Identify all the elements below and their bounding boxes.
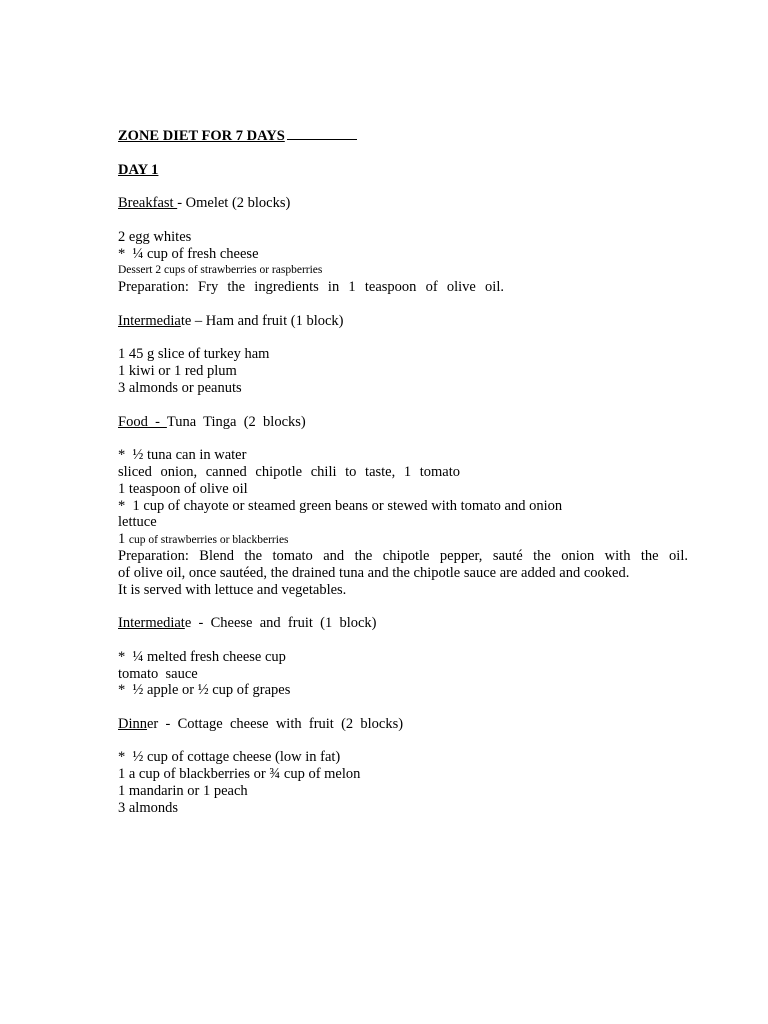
intermediate-1-label-text: Intermedia — [118, 312, 181, 329]
dinner-heading — [118, 716, 693, 733]
dinner-item: 3 almonds — [118, 799, 179, 816]
document-title — [118, 128, 693, 145]
spacer — [118, 296, 693, 313]
dinner-item: * ½ cup of cottage cheese (low in fat) — [118, 749, 341, 766]
food-item: * 1 cup of chayote or steamed green beans or stewed with tomato and onion — [118, 497, 563, 514]
spacer — [118, 632, 693, 649]
breakfast-preparation: Preparation: Fry the ingredients in 1 teaspoon of olive oil. — [118, 279, 504, 296]
spacer — [118, 178, 693, 195]
intermediate-1-description: – Ham and fruit (1 block) — [191, 312, 344, 329]
food-heading — [118, 414, 693, 431]
dinner-item: 1 a cup of blackberries or ¾ cup of melon — [118, 766, 361, 783]
intermediate-2-label: Intermediat — [118, 615, 185, 632]
food-item: sliced onion, canned chipotle chili to taste, 1 tomato — [118, 463, 461, 480]
food-item: lettuce — [118, 514, 157, 531]
document-page — [118, 128, 693, 817]
food-label: Food - — [118, 413, 167, 430]
spacer — [118, 212, 693, 229]
breakfast-description: - Omelet (2 blocks) — [177, 195, 291, 212]
spacer — [118, 598, 693, 615]
intermediate-1-item: 1 kiwi or 1 red plum — [118, 363, 237, 380]
intermediate-1-label — [118, 313, 181, 329]
food-description: Tuna Tinga (2 blocks) — [166, 413, 306, 430]
intermediate-1-item: 3 almonds or peanuts — [118, 379, 242, 396]
food-item: 1 teaspoon of olive oil — [118, 480, 248, 497]
breakfast-label: Breakfast — [118, 195, 178, 212]
intermediate-2-label-tail: e — [184, 615, 192, 632]
food-small-item — [118, 531, 693, 548]
dinner-item: 1 mandarin or 1 peach — [118, 783, 248, 800]
intermediate-2-description: - Cheese and fruit (1 block) — [191, 615, 377, 632]
intermediate-1-heading — [118, 313, 693, 330]
document-title-text: ZONE DIET FOR 7 DAYS — [118, 128, 285, 144]
spacer — [118, 733, 693, 750]
breakfast-item: 2 egg whites — [118, 228, 192, 245]
food-preparation-line: It is served with lettuce and vegetables. — [118, 581, 347, 598]
food-preparation-line: Preparation: Blend the tomato and the chipotle pepper, sauté the onion with the oil. — [118, 547, 688, 564]
food-small-text: cup of strawberries or blackberries — [128, 534, 289, 547]
dinner-label-tail: er — [147, 715, 159, 732]
spacer — [118, 145, 693, 162]
day-heading: DAY 1 — [118, 161, 159, 178]
breakfast-dessert: Dessert 2 cups of strawberries or raspberries — [118, 264, 323, 277]
spacer — [118, 699, 693, 716]
dinner-description: - Cottage cheese with fruit (2 blocks) — [158, 715, 404, 732]
food-item: * ½ tuna can in water — [118, 447, 247, 464]
spacer — [118, 397, 693, 414]
food-small-prefix: 1 — [118, 531, 129, 548]
intermediate-2-item: * ½ apple or ½ cup of grapes — [118, 682, 291, 699]
breakfast-heading — [118, 195, 693, 212]
spacer — [118, 330, 693, 347]
food-preparation-line: of olive oil, once sautéed, the drained tuna and the chipotle sauce are added and cooked. — [118, 564, 630, 581]
intermediate-2-heading — [118, 615, 693, 632]
intermediate-2-item: * ¼ melted fresh cheese cup — [118, 648, 286, 665]
intermediate-2-item: tomato sauce — [118, 665, 198, 682]
breakfast-item: * ¼ cup of fresh cheese — [118, 245, 259, 262]
spacer — [118, 430, 693, 447]
dinner-label: Dinn — [118, 715, 147, 732]
intermediate-1-item: 1 45 g slice of turkey ham — [118, 346, 270, 363]
intermediate-1-label-tail: te — [180, 312, 192, 329]
